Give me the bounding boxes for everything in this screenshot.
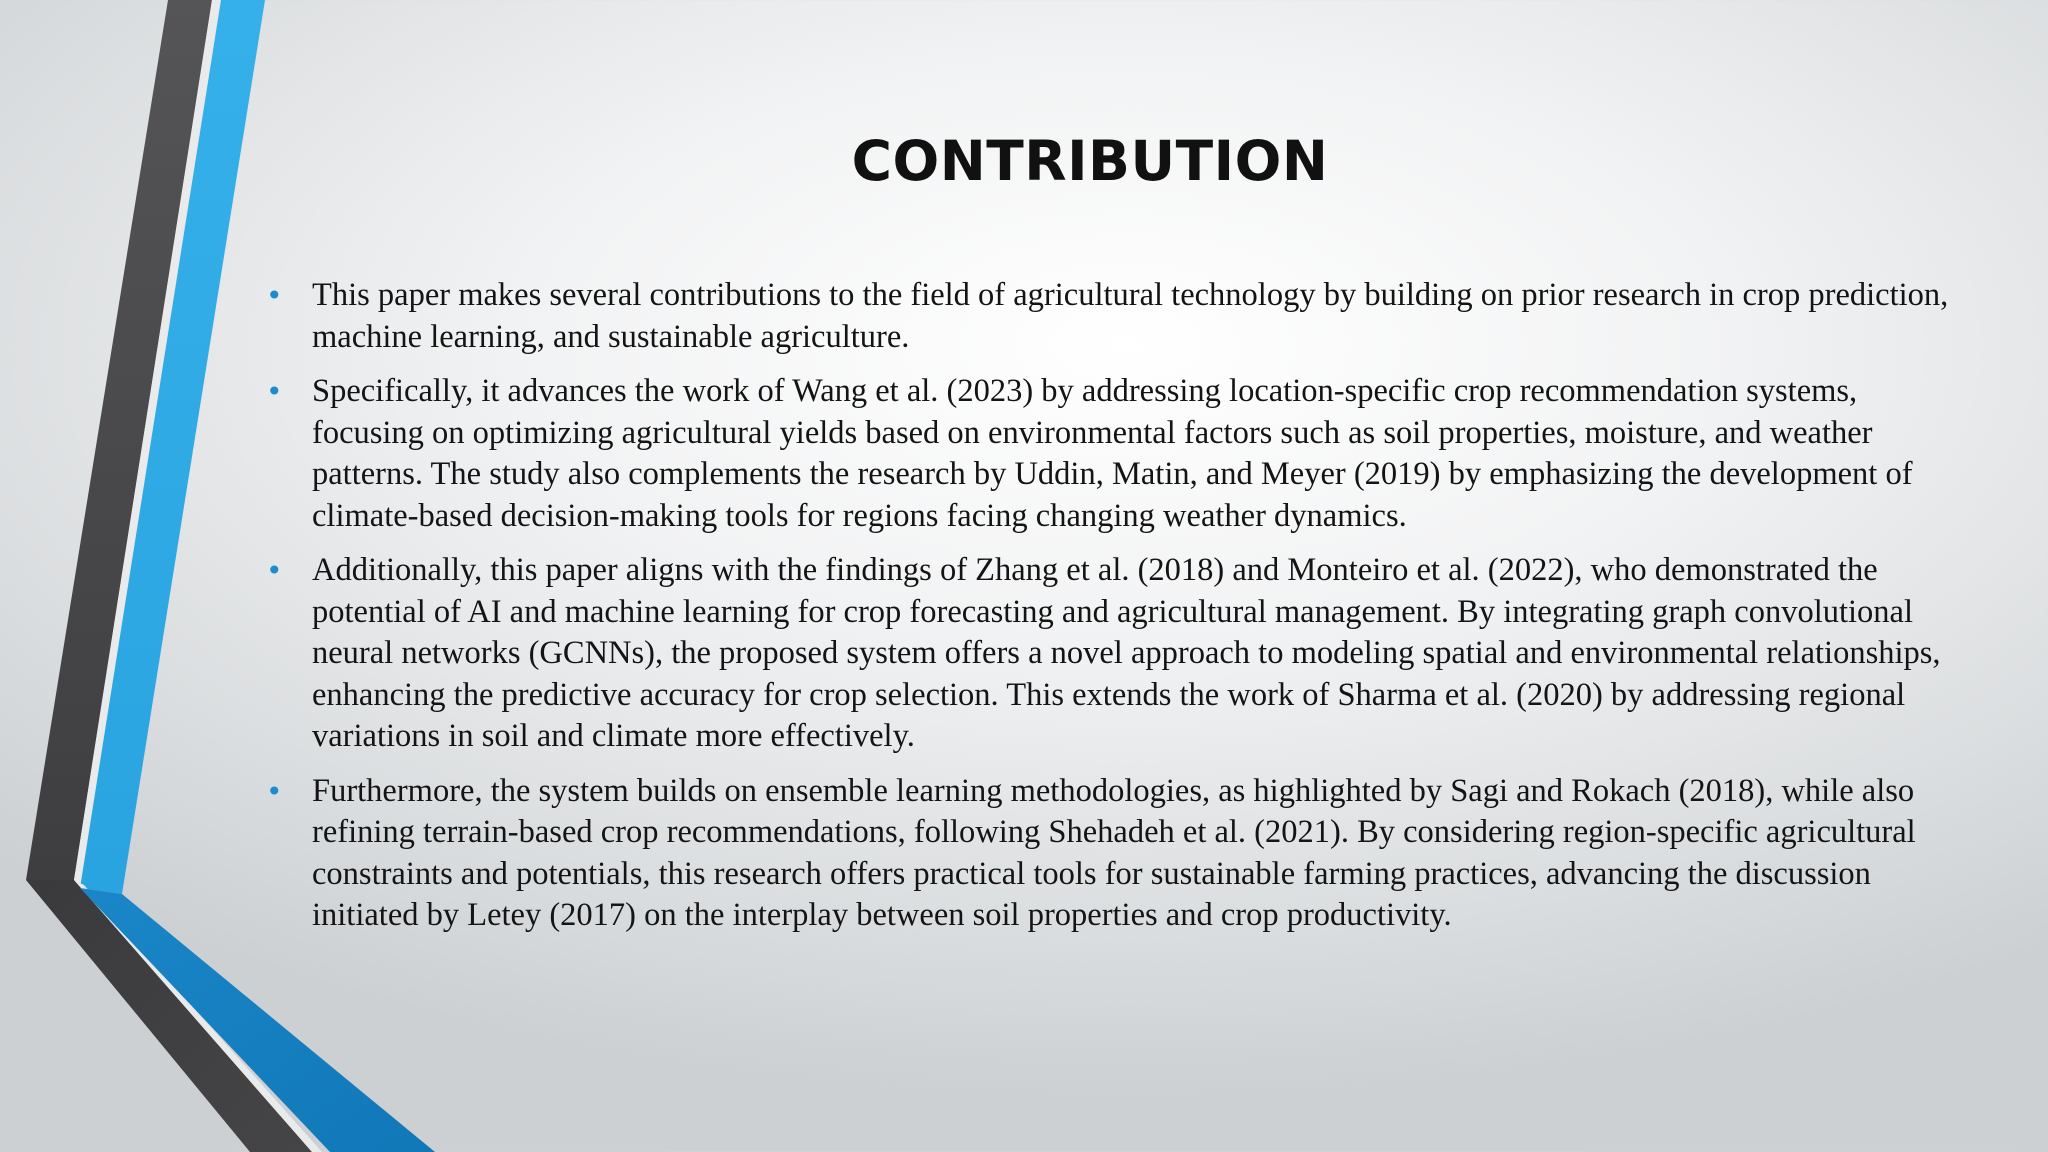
bullet-icon: • bbox=[266, 375, 283, 408]
bullet-item bbox=[266, 371, 1952, 537]
bullet-text: Furthermore, the system builds on ensemble learning methodologies, as highlighted by Sagi and Rokach (2018), while also refining terrain-based crop recommendations, following Shehadeh et al. (2021). By considering region-specific agricultural constraints and potentials, this research offers practical tools for sustainable farming practices, advancing the discussion initiated by Letey (2017) on the interplay between soil properties and crop productivity. bbox=[312, 772, 1916, 933]
bullet-list bbox=[266, 275, 1952, 950]
bullet-icon: • bbox=[266, 774, 283, 808]
bullet-item bbox=[266, 275, 1952, 358]
bullet-item bbox=[266, 771, 1952, 937]
bullet-icon: • bbox=[266, 279, 283, 312]
bullet-text: This paper makes several contributions to the field of agricultural technology by building on prior research in crop prediction, machine learning, and sustainable agriculture. bbox=[312, 277, 1949, 355]
slide-title: CONTRIBUTION bbox=[851, 129, 1329, 193]
bullet-text: Additionally, this paper aligns with the findings of Zhang et al. (2018) and Monteiro et al. (2022), who demonstrated the potential of AI and machine learning for crop forecasting and agricultural management. By integrating graph convolutional neural networks (GCNNs), the proposed system offers a novel approach to modeling spatial and environmental relationships, enhancing the predictive accuracy for crop selection. This extends the work of Sharma et al. (2020) by addressing regional variations in soil and climate more effectively. bbox=[312, 552, 1941, 754]
bullet-text: Specifically, it advances the work of Wang et al. (2023) by addressing location-specific crop recommendation systems, focusing on optimizing agricultural yields based on environmental factors such as soil properties, moisture, and weather patterns. The study also complements the research by Uddin, Matin, and Meyer (2019) by emphasizing the development of climate-based decision-making tools for regions facing changing weather dynamics. bbox=[312, 373, 1913, 534]
bullet-item bbox=[266, 550, 1952, 758]
bullet-icon: • bbox=[266, 554, 283, 587]
